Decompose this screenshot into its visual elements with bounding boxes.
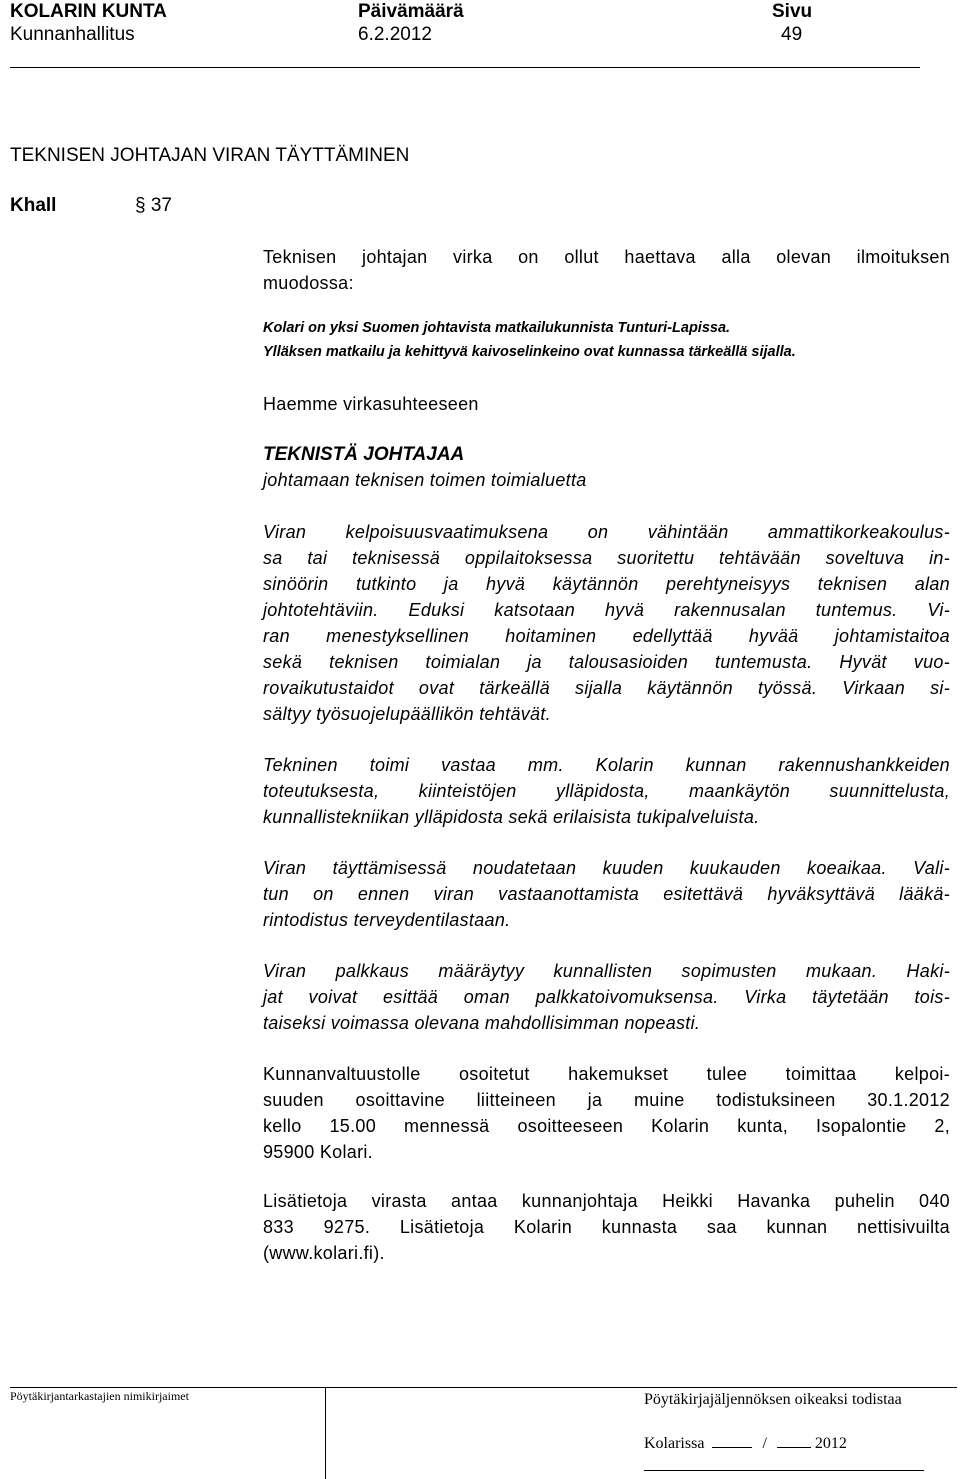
month-blank [777,1447,811,1448]
text-line: rovaikutustaidot ovat tärkeällä sijalla käytännön työssä. Virkaan si- [263,678,950,698]
ad-paragraph-salary [263,958,950,1036]
footer-place: Kolarissa [644,1435,705,1452]
ad-paragraph-qualifications [263,519,950,727]
intro-line: Teknisen johtajan virka on ollut haettava alla olevan ilmoituksen [263,247,950,267]
ad-paragraph-probation [263,855,950,933]
org-sub: Kunnanhallitus [10,24,135,45]
footer-rule [10,1387,957,1388]
ad-position: TEKNISTÄ JOHTAJAA [263,444,465,465]
text-line: Tekninen toimi vastaa mm. Kolarin kunnan rakennushankkeiden [263,755,950,775]
ad-position-sub: johtamaan teknisen toimen toimialuetta [263,470,587,490]
ad-paragraph-applications [263,1061,950,1165]
text-line: sekä teknisen toimialan ja talousasioiden tuntemusta. Hyvät vuo- [263,652,950,672]
date-value: 6.2.2012 [358,24,432,45]
text-line: jat voivat esittää oman palkkatoivomuksensa. Virka täytetään tois- [263,987,950,1007]
text-line: johtotehtäviin. Eduksi katsotaan hyvä rakennusalan tuntemus. Vi- [263,600,950,620]
text-line: ran menestyksellinen hoitaminen edellyttää hyvää johtamistaitoa [263,626,950,646]
header-rule [10,67,920,68]
section-title: TEKNISEN JOHTAJAN VIRAN TÄYTTÄMINEN [10,145,410,166]
text-line: Kunnanvaltuustolle osoitetut hakemukset tulee toimittaa kelpoi- [263,1064,950,1084]
ad-lead-line: Ylläksen matkailu ja kehittyvä kaivoselinkeino ovat kunnassa tärkeällä sijalla. [263,344,796,360]
text-line: sältyy työsuojelupäällikön tehtävät. [263,704,551,724]
text-line: 833 9275. Lisätietoja Kolarin kunnasta saa kunnan nettisivuilta [263,1217,950,1237]
day-blank [712,1447,752,1448]
body-label: Khall [10,195,57,216]
text-line: Lisätietoja virasta antaa kunnanjohtaja Heikki Havanka puhelin 040 [263,1191,950,1211]
footer-year: 2012 [814,1435,847,1452]
text-line: Viran palkkaus määräytyy kunnallisten sopimusten mukaan. Haki- [263,961,950,981]
text-line: Viran täyttämisessä noudatetaan kuuden kuukauden koeaikaa. Vali- [263,858,950,878]
text-line: sinöörin tutkinto ja hyvä käytännön perehtyneisyys teknisen alan [263,574,950,594]
footer-divider [325,1387,326,1479]
intro-line: muodossa: [263,273,354,293]
paragraph-number: § 37 [135,195,172,216]
footer-initials-label: Pöytäkirjantarkastajien nimikirjaimet [10,1389,189,1403]
ad-lead-line: Kolari on yksi Suomen johtavista matkailukunnista Tunturi-Lapissa. [263,320,731,336]
date-label: Päivämäärä [358,1,464,22]
text-line: 95900 Kolari. [263,1142,373,1162]
footer-slash: / [762,1435,767,1452]
text-line: toteutuksesta, kiinteistöjen ylläpidosta, maankäytön suunnittelusta, [263,781,950,801]
text-line: taiseksi voimassa olevana mahdollisimman nopeasti. [263,1013,701,1033]
org-name: KOLARIN KUNTA [10,1,167,22]
ad-seeking: Haemme virkasuhteeseen [263,394,479,414]
text-line: kunnallistekniikan ylläpidosta sekä erilaisista tukipalveluista. [263,807,760,827]
text-line: sa tai teknisessä oppilaitoksessa suoritettu tehtävään soveltuva in- [263,548,950,568]
text-line: kello 15.00 mennessä osoitteeseen Kolarin kunta, Isopalontie 2, [263,1116,950,1136]
text-line: tun on ennen viran vastaanottamista esitettävä hyväksyttävä lääkä- [263,884,950,904]
footer-certify-label: Pöytäkirjajäljennöksen oikeaksi todistaa [644,1391,902,1408]
ad-paragraph-contact [263,1188,950,1266]
intro-text [263,244,950,296]
text-line: Viran kelpoisuusvaatimuksena on vähintään ammattikorkeakoulus- [263,522,950,542]
page-number: 49 [781,24,803,45]
text-line: suuden osoittavine liitteineen ja muine todistuksineen 30.1.2012 [263,1090,950,1110]
page-label: Sivu [772,1,813,22]
ad-lead [263,316,950,364]
footer-place-date [644,1435,847,1453]
text-line: rintodistus terveydentilastaan. [263,910,511,930]
signature-line [644,1470,924,1471]
text-line: (www.kolari.fi). [263,1243,385,1263]
ad-paragraph-duties [263,752,950,830]
